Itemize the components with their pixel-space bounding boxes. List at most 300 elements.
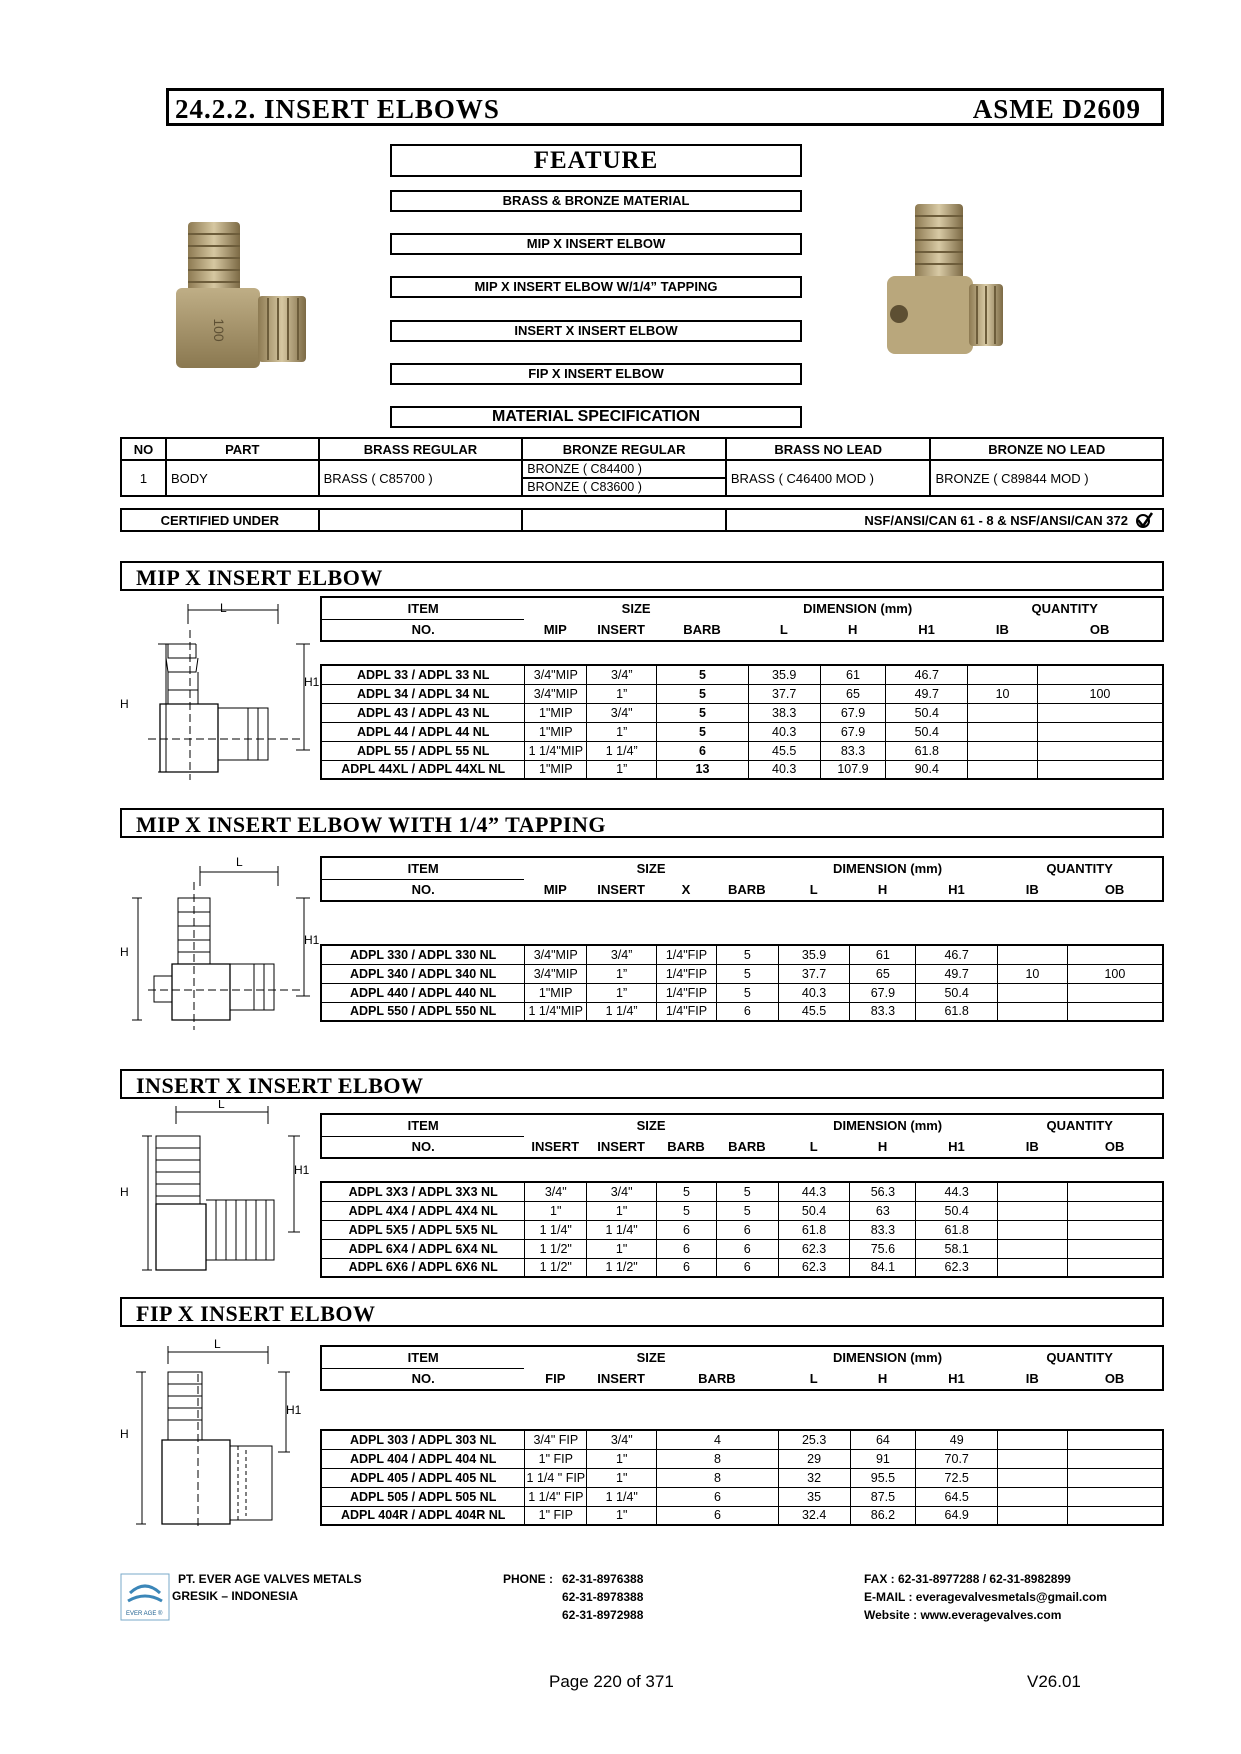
col-ib: IB <box>995 622 1009 637</box>
table-cell: 6 <box>657 1220 717 1239</box>
table-cell <box>1067 1239 1163 1258</box>
feature-title: FEATURE <box>390 144 802 177</box>
table-cell: ADPL 330 / ADPL 330 NL <box>321 945 525 964</box>
ins-rows <box>321 1182 1163 1277</box>
table-row <box>321 1201 1163 1220</box>
table-cell: 5 <box>716 964 778 983</box>
table-cell: ADPL 550 / ADPL 550 NL <box>321 1002 525 1021</box>
tap-table-header <box>320 856 1164 902</box>
table-cell: 4 <box>657 1430 779 1449</box>
table-cell: 64 <box>850 1430 916 1449</box>
row-brass-regular: BRASS ( C85700 ) <box>319 460 523 496</box>
table-cell <box>1037 741 1163 760</box>
table-row <box>321 1220 1163 1239</box>
table-cell: 67.9 <box>820 703 886 722</box>
table-cell: 40.3 <box>748 760 820 779</box>
col-insert-a: INSERT <box>531 1139 580 1154</box>
table-cell: ADPL 55 / ADPL 55 NL <box>321 741 525 760</box>
table-cell: 87.5 <box>850 1487 916 1506</box>
section-ins-header <box>120 1069 1164 1099</box>
dim-H1: H1 <box>304 675 320 689</box>
table-cell: 1 1/4” <box>587 1002 657 1021</box>
table-cell <box>998 1506 1068 1525</box>
table-cell <box>1037 722 1163 741</box>
table-cell: 56.3 <box>850 1182 916 1201</box>
table-cell <box>998 1430 1068 1449</box>
table-cell: ADPL 43 / ADPL 43 NL <box>321 703 525 722</box>
col-insert: INSERT <box>597 1371 645 1386</box>
table-cell <box>998 983 1068 1002</box>
table-cell: 1” <box>587 760 657 779</box>
col-barb: BARB <box>698 1371 736 1386</box>
table-cell: 6 <box>657 741 749 760</box>
table-cell: 13 <box>657 760 749 779</box>
certified-label: CERTIFIED UNDER <box>121 509 319 531</box>
col-ib: IB <box>1025 1139 1039 1154</box>
table-cell <box>1067 1468 1163 1487</box>
table-cell: 1 1/4” <box>587 741 657 760</box>
version-label: V26.01 <box>1027 1672 1081 1691</box>
table-row <box>321 1487 1163 1506</box>
table-cell <box>968 665 1038 684</box>
table-cell <box>1037 703 1163 722</box>
material-table <box>120 437 1164 497</box>
col-quantity: QUANTITY <box>1046 1350 1113 1365</box>
table-cell: 58.1 <box>916 1239 998 1258</box>
ins-table <box>320 1181 1164 1278</box>
table-cell <box>998 1258 1068 1277</box>
table-cell: 1" <box>587 1239 657 1258</box>
mip-rows <box>321 665 1163 779</box>
table-cell: 83.3 <box>850 1002 916 1021</box>
table-row <box>321 1468 1163 1487</box>
table-row <box>321 741 1163 760</box>
table-cell: 72.5 <box>916 1468 998 1487</box>
table-cell <box>1067 1430 1163 1449</box>
table-cell: 3/4" <box>587 703 657 722</box>
tap-rows <box>321 945 1163 1021</box>
col-no: NO. <box>411 882 435 898</box>
table-cell: 8 <box>657 1449 779 1468</box>
section-fip-header <box>120 1297 1164 1327</box>
col-barb-b: BARB <box>728 1139 766 1154</box>
table-cell: 3/4" FIP <box>525 1430 587 1449</box>
table-row <box>321 1239 1163 1258</box>
col-h1: H1 <box>948 882 965 897</box>
col-bronze-no-lead: BRONZE NO LEAD <box>930 438 1163 460</box>
table-cell <box>1037 665 1163 684</box>
col-part: PART <box>166 438 319 460</box>
table-cell: 61.8 <box>916 1002 998 1021</box>
table-cell: 5 <box>716 945 778 964</box>
table-cell <box>1067 1258 1163 1277</box>
table-cell: 5 <box>657 722 749 741</box>
col-no: NO. <box>411 1139 435 1155</box>
table-cell: 5 <box>657 684 749 703</box>
table-cell: 1"MIP <box>525 703 587 722</box>
col-insert: INSERT <box>597 622 645 637</box>
page-header <box>166 88 1164 126</box>
table-cell: 6 <box>716 1220 778 1239</box>
table-cell: 46.7 <box>916 945 998 964</box>
table-cell: 3/4” <box>587 945 657 964</box>
table-cell: 32 <box>778 1468 850 1487</box>
table-cell: ADPL 33 / ADPL 33 NL <box>321 665 525 684</box>
table-cell: 3/4" <box>525 1182 587 1201</box>
table-cell: 6 <box>657 1487 779 1506</box>
insert-elbow-drawing <box>118 1100 328 1280</box>
table-row <box>321 760 1163 779</box>
table-cell: 45.5 <box>748 741 820 760</box>
table-cell <box>998 1239 1068 1258</box>
table-row <box>321 722 1163 741</box>
table-cell: 1"MIP <box>525 722 587 741</box>
table-cell: 8 <box>657 1468 779 1487</box>
table-cell: 61.8 <box>778 1220 850 1239</box>
table-cell <box>1067 1002 1163 1021</box>
col-dimension: DIMENSION (mm) <box>833 861 943 876</box>
table-cell: 32.4 <box>778 1506 850 1525</box>
table-cell: 5 <box>716 983 778 1002</box>
table-cell: 1 1/4" FIP <box>525 1487 587 1506</box>
col-h: H <box>877 1139 888 1154</box>
nsf-check-icon <box>1134 511 1154 529</box>
table-cell: 10 <box>968 684 1038 703</box>
table-cell: 3/4" <box>587 1182 657 1201</box>
section-tap-title: MIP X INSERT ELBOW WITH 1/4” TAPPING <box>136 812 606 837</box>
col-ib: IB <box>1025 882 1039 897</box>
table-row <box>321 983 1163 1002</box>
row-no: 1 <box>121 460 166 496</box>
col-h1: H1 <box>948 1371 965 1386</box>
company-logo-icon <box>120 1573 170 1621</box>
col-h: H <box>877 1371 888 1386</box>
table-row <box>321 1449 1163 1468</box>
table-cell: 67.9 <box>820 722 886 741</box>
table-cell <box>1037 760 1163 779</box>
fip-elbow-drawing <box>118 1334 328 1534</box>
table-cell: 6 <box>716 1258 778 1277</box>
table-cell: ADPL 34 / ADPL 34 NL <box>321 684 525 703</box>
table-cell: 50.4 <box>886 722 968 741</box>
table-cell <box>998 1182 1068 1201</box>
table-cell: 6 <box>716 1239 778 1258</box>
dim-H: H <box>120 697 129 711</box>
col-mip: MIP <box>543 622 567 637</box>
col-l: L <box>779 622 788 637</box>
col-ib: IB <box>1025 1371 1039 1386</box>
table-cell: 61.8 <box>886 741 968 760</box>
table-cell <box>968 760 1038 779</box>
table-cell <box>998 945 1068 964</box>
table-cell: 1/4"FIP <box>657 945 717 964</box>
table-cell: 1/4"FIP <box>657 983 717 1002</box>
col-quantity: QUANTITY <box>1046 861 1113 876</box>
table-cell: 1" <box>525 1201 587 1220</box>
table-cell: 50.4 <box>778 1201 850 1220</box>
table-cell: ADPL 3X3 / ADPL 3X3 NL <box>321 1182 525 1201</box>
table-cell: 1/4"FIP <box>657 964 717 983</box>
logo-text: EVER AGE ® <box>126 1611 163 1617</box>
table-cell: 50.4 <box>916 1201 998 1220</box>
table-cell: 1" <box>587 1506 657 1525</box>
table-cell <box>1067 1182 1163 1201</box>
table-cell: 100 <box>1067 964 1163 983</box>
table-cell: 61.8 <box>916 1220 998 1239</box>
row-bronze-regular-2: BRONZE ( C83600 ) <box>522 478 726 496</box>
table-cell: 29 <box>778 1449 850 1468</box>
col-insert-b: INSERT <box>597 1139 645 1154</box>
phone-label: PHONE : <box>503 1572 554 1586</box>
product-photo-right <box>865 196 1015 366</box>
table-cell: 1/4"FIP <box>657 1002 717 1021</box>
table-cell: 3/4"MIP <box>525 684 587 703</box>
table-cell: 46.7 <box>886 665 968 684</box>
table-cell <box>998 1002 1068 1021</box>
col-h: H <box>877 882 888 897</box>
table-cell: 86.2 <box>850 1506 916 1525</box>
col-barb: BARB <box>683 622 721 637</box>
col-x: X <box>681 882 691 897</box>
table-cell: 1 1/4" <box>525 1220 587 1239</box>
col-no: NO. <box>411 622 435 638</box>
table-cell <box>1067 983 1163 1002</box>
website: Website : www.everagevalves.com <box>864 1608 1062 1622</box>
table-cell: 70.7 <box>916 1449 998 1468</box>
feature-item: FIP X INSERT ELBOW <box>390 363 802 385</box>
col-size: SIZE <box>621 601 651 616</box>
table-cell: 37.7 <box>748 684 820 703</box>
certified-value: NSF/ANSI/CAN 61 - 8 & NSF/ANSI/CAN 372 <box>864 512 1128 528</box>
col-size: SIZE <box>636 861 666 876</box>
table-cell: 1" <box>587 1449 657 1468</box>
mip-elbow-drawing <box>118 600 328 780</box>
table-cell: 35.9 <box>748 665 820 684</box>
table-cell <box>1067 1487 1163 1506</box>
table-cell: ADPL 405 / ADPL 405 NL <box>321 1468 525 1487</box>
col-quantity: QUANTITY <box>1031 601 1098 616</box>
section-mip-title: MIP X INSERT ELBOW <box>136 565 383 590</box>
table-cell: 1" FIP <box>525 1506 587 1525</box>
table-cell: 44.3 <box>778 1182 850 1201</box>
table-cell: 1"MIP <box>525 983 587 1002</box>
col-dimension: DIMENSION (mm) <box>833 1118 943 1133</box>
material-spec-title: MATERIAL SPECIFICATION <box>390 406 802 428</box>
table-cell: 3/4" <box>587 1430 657 1449</box>
section-tap-header <box>120 808 1164 838</box>
table-cell: 1 1/4"MIP <box>525 1002 587 1021</box>
table-cell: 35 <box>778 1487 850 1506</box>
col-item: ITEM <box>321 857 524 879</box>
col-ob: OB <box>1104 1371 1125 1386</box>
table-cell: 1 1/4" <box>587 1487 657 1506</box>
table-cell: 64.9 <box>916 1506 998 1525</box>
mip-table <box>320 664 1164 780</box>
col-dimension: DIMENSION (mm) <box>803 601 913 616</box>
table-cell: 75.6 <box>850 1239 916 1258</box>
dim-H: H <box>120 945 129 959</box>
table-cell: 1 1/2" <box>587 1258 657 1277</box>
table-cell: 35.9 <box>778 945 850 964</box>
table-cell: 44.3 <box>916 1182 998 1201</box>
fip-table <box>320 1429 1164 1526</box>
table-row <box>321 1506 1163 1525</box>
table-cell <box>1067 1449 1163 1468</box>
dim-H1: H1 <box>304 933 320 947</box>
certification-table <box>120 508 1164 532</box>
table-cell: 37.7 <box>778 964 850 983</box>
table-cell: 1"MIP <box>525 760 587 779</box>
col-brass-regular: BRASS REGULAR <box>319 438 523 460</box>
col-h1: H1 <box>918 622 935 637</box>
table-cell: 1” <box>587 964 657 983</box>
table-cell: 1" <box>587 1468 657 1487</box>
table-cell <box>968 741 1038 760</box>
table-cell: 6 <box>657 1258 717 1277</box>
email: E-MAIL : everagevalvesmetals@gmail.com <box>864 1590 1107 1604</box>
table-cell: 64.5 <box>916 1487 998 1506</box>
table-cell: 1" FIP <box>525 1449 587 1468</box>
section-mip-header <box>120 561 1164 591</box>
table-row <box>321 964 1163 983</box>
col-barb: BARB <box>728 882 766 897</box>
table-cell <box>968 722 1038 741</box>
col-item: ITEM <box>321 1114 524 1136</box>
table-cell <box>998 1487 1068 1506</box>
table-cell: 67.9 <box>850 983 916 1002</box>
table-cell: 5 <box>716 1201 778 1220</box>
table-cell <box>1067 945 1163 964</box>
dim-H: H <box>120 1427 129 1441</box>
col-h1: H1 <box>948 1139 965 1154</box>
table-cell: 90.4 <box>886 760 968 779</box>
table-cell: 1” <box>587 722 657 741</box>
dim-H1: H1 <box>294 1163 310 1177</box>
table-cell: 49 <box>916 1430 998 1449</box>
table-cell: ADPL 6X4 / ADPL 6X4 NL <box>321 1239 525 1258</box>
table-cell: ADPL 440 / ADPL 440 NL <box>321 983 525 1002</box>
casting-mark: 100 <box>211 318 227 342</box>
col-h: H <box>847 622 858 637</box>
table-cell: ADPL 6X6 / ADPL 6X6 NL <box>321 1258 525 1277</box>
table-cell: 49.7 <box>886 684 968 703</box>
table-cell: 83.3 <box>820 741 886 760</box>
table-cell: ADPL 404 / ADPL 404 NL <box>321 1449 525 1468</box>
table-cell <box>998 1449 1068 1468</box>
table-cell: ADPL 44XL / ADPL 44XL NL <box>321 760 525 779</box>
table-cell <box>968 703 1038 722</box>
table-cell: 65 <box>850 964 916 983</box>
table-cell: 49.7 <box>916 964 998 983</box>
table-cell: 1 1/4"MIP <box>525 741 587 760</box>
col-fip: FIP <box>545 1371 566 1386</box>
table-cell: 91 <box>850 1449 916 1468</box>
feature-item: INSERT X INSERT ELBOW <box>390 320 802 342</box>
table-cell: 5 <box>657 1201 717 1220</box>
ins-table-header <box>320 1113 1164 1159</box>
table-cell: 84.1 <box>850 1258 916 1277</box>
table-cell: 5 <box>657 703 749 722</box>
tap-table <box>320 944 1164 1022</box>
table-cell: ADPL 5X5 / ADPL 5X5 NL <box>321 1220 525 1239</box>
table-cell: ADPL 505 / ADPL 505 NL <box>321 1487 525 1506</box>
table-row <box>321 1002 1163 1021</box>
col-l: L <box>809 1371 818 1386</box>
col-no: NO <box>121 438 166 460</box>
table-cell: 6 <box>657 1239 717 1258</box>
phone-1: 62-31-8976388 <box>562 1572 644 1586</box>
table-cell: 1 1/2" <box>525 1239 587 1258</box>
col-ob: OB <box>1089 622 1110 637</box>
table-cell: 10 <box>998 964 1068 983</box>
table-cell: 95.5 <box>850 1468 916 1487</box>
table-cell: ADPL 404R / ADPL 404R NL <box>321 1506 525 1525</box>
table-cell: 83.3 <box>850 1220 916 1239</box>
table-cell: ADPL 4X4 / ADPL 4X4 NL <box>321 1201 525 1220</box>
section-ins-title: INSERT X INSERT ELBOW <box>136 1073 424 1098</box>
col-item: ITEM <box>321 597 524 619</box>
table-cell: 45.5 <box>778 1002 850 1021</box>
table-row <box>321 1182 1163 1201</box>
company-location: GRESIK – INDONESIA <box>172 1589 299 1603</box>
table-row <box>321 1430 1163 1449</box>
table-cell: 62.3 <box>778 1258 850 1277</box>
table-cell: 1 1/4 " FIP <box>525 1468 587 1487</box>
product-photo-left <box>170 212 320 372</box>
col-l: L <box>809 882 818 897</box>
tap-elbow-drawing <box>118 852 328 1032</box>
table-cell: 1 1/4" <box>587 1220 657 1239</box>
fip-rows <box>321 1430 1163 1525</box>
dim-L: L <box>218 1100 225 1111</box>
phone-2: 62-31-8978388 <box>562 1590 644 1604</box>
table-row <box>321 945 1163 964</box>
table-cell <box>1067 1201 1163 1220</box>
table-cell: 1” <box>587 684 657 703</box>
table-cell: 61 <box>850 945 916 964</box>
table-cell: 62.3 <box>778 1239 850 1258</box>
page-title: 24.2.2. INSERT ELBOWS <box>175 94 500 124</box>
company-name: PT. EVER AGE VALVES METALS <box>178 1572 362 1586</box>
col-quantity: QUANTITY <box>1046 1118 1113 1133</box>
table-row <box>321 1258 1163 1277</box>
col-brass-no-lead: BRASS NO LEAD <box>726 438 931 460</box>
table-cell: ADPL 340 / ADPL 340 NL <box>321 964 525 983</box>
table-cell <box>1067 1220 1163 1239</box>
table-cell: 50.4 <box>886 703 968 722</box>
col-l: L <box>809 1139 818 1154</box>
table-cell <box>998 1468 1068 1487</box>
dim-H: H <box>120 1185 129 1199</box>
table-cell: 5 <box>657 665 749 684</box>
fip-table-header <box>320 1345 1164 1391</box>
table-cell: 3/4"MIP <box>525 665 587 684</box>
table-cell: 5 <box>716 1182 778 1201</box>
table-cell: 6 <box>657 1506 779 1525</box>
table-cell: 62.3 <box>916 1258 998 1277</box>
table-row <box>321 703 1163 722</box>
table-cell: 100 <box>1037 684 1163 703</box>
table-cell: 1" <box>587 1201 657 1220</box>
table-cell <box>998 1201 1068 1220</box>
table-cell <box>1067 1506 1163 1525</box>
table-cell: 40.3 <box>778 983 850 1002</box>
table-cell: 40.3 <box>748 722 820 741</box>
page-number: Page 220 of 371 <box>549 1672 674 1691</box>
feature-item: BRASS & BRONZE MATERIAL <box>390 190 802 212</box>
row-part: BODY <box>166 460 319 496</box>
table-cell: 1 1/2" <box>525 1258 587 1277</box>
